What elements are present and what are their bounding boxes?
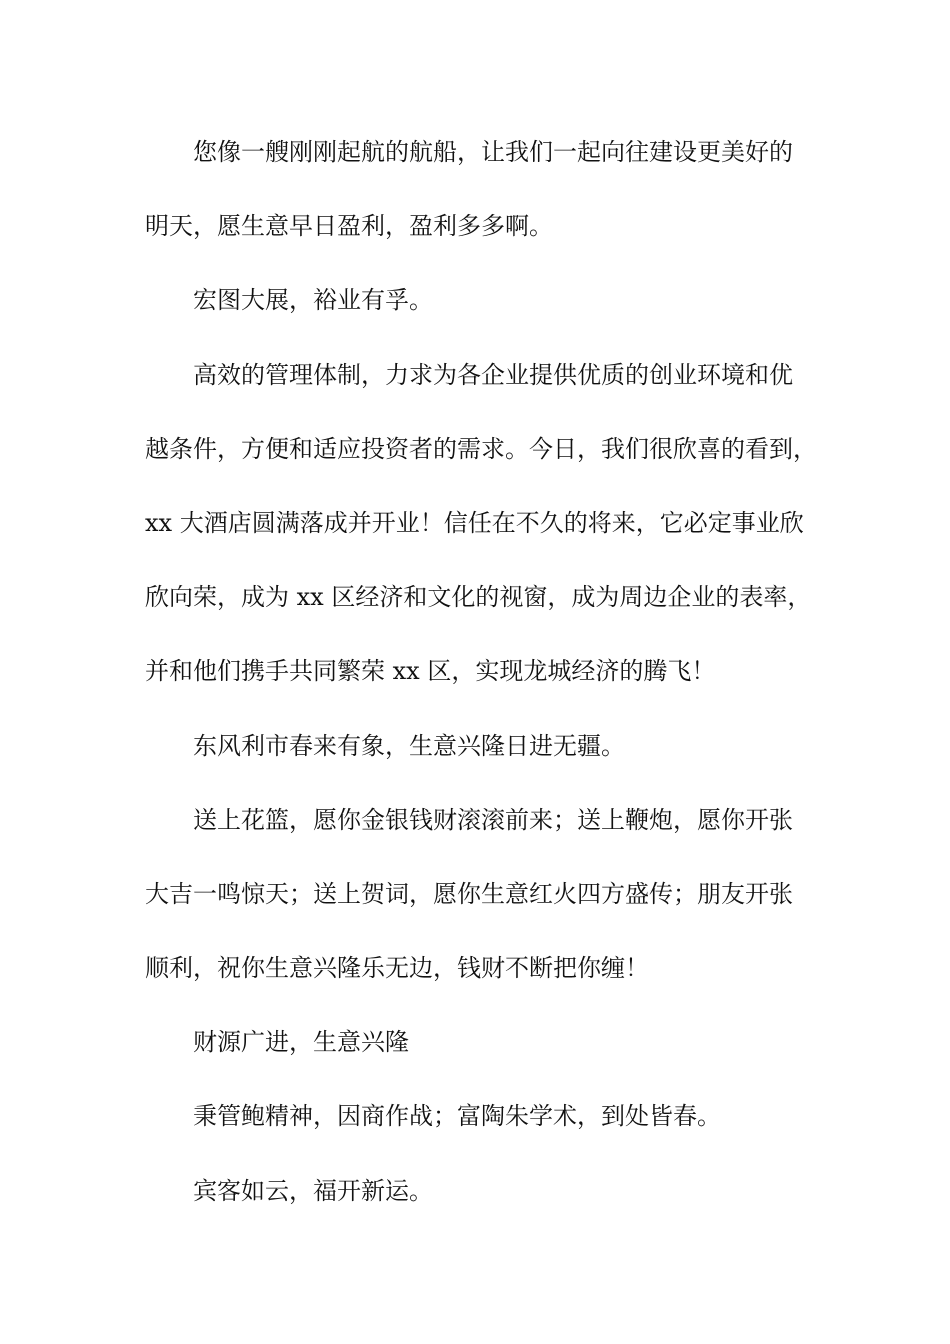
paragraph-line: 明天，愿生意早日盈利，盈利多多啊。	[145, 212, 553, 241]
paragraph-line: 欣向荣，成为 xx 区经济和文化的视窗，成为周边企业的表率，	[145, 583, 812, 612]
paragraph-line: 顺利，祝你生意兴隆乐无边，钱财不断把你缠！	[145, 954, 649, 983]
paragraph-line: 财源广进，生意兴隆	[193, 1028, 409, 1057]
paragraph-line: 宏图大展，裕业有孚。	[193, 286, 433, 315]
paragraph-line: 您像一艘刚刚起航的航船，让我们一起向往建设更美好的	[193, 138, 793, 166]
paragraph-line: 大吉一鸣惊天；送上贺词，愿你生意红火四方盛传；朋友开张	[145, 879, 793, 908]
paragraph-line: 东风利市春来有象，生意兴隆日进无疆。	[193, 731, 625, 760]
document-body	[145, 126, 830, 1239]
paragraph-line: 宾客如云，福开新运。	[193, 1176, 433, 1205]
paragraph-line: 送上花篮，愿你金银钱财滚滚前来；送上鞭炮，愿你开张	[193, 805, 793, 834]
paragraph-line: 高效的管理体制，力求为各企业提供优质的创业环境和优	[193, 360, 793, 389]
paragraph-line: xx 大酒店圆满落成并开业！信任在不久的将来，它必定事业欣	[145, 508, 804, 537]
paragraph-line: 秉管鲍精神，因商作战；富陶朱学术，到处皆春。	[193, 1102, 721, 1131]
paragraph-line: 并和他们携手共同繁荣 xx 区，实现龙城经济的腾飞！	[145, 657, 716, 686]
paragraph-line: 越条件，方便和适应投资者的需求。今日，我们很欣喜的看到，	[145, 434, 817, 463]
